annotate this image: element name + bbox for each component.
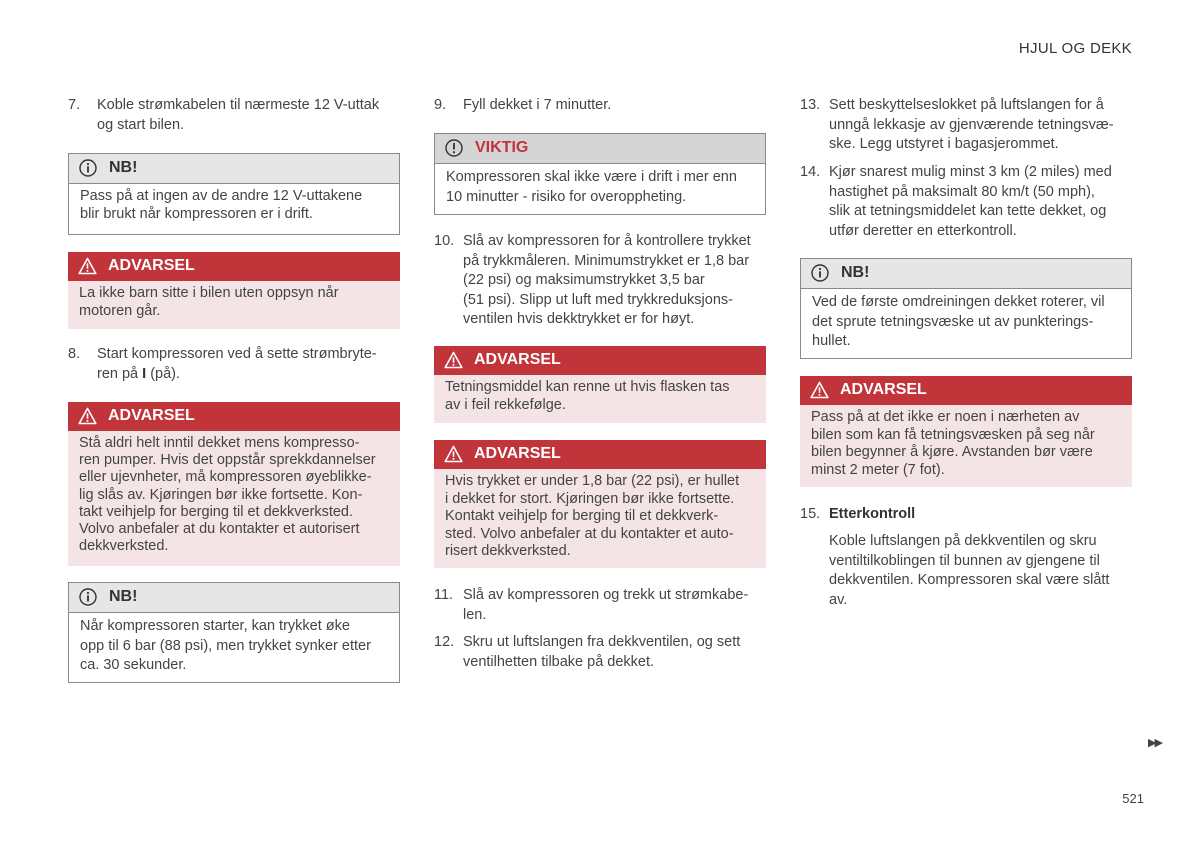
important-label: VIKTIG: [475, 139, 529, 156]
warning-triangle-icon: [78, 407, 97, 425]
step-number: 9.: [434, 97, 447, 113]
exclamation-icon: [445, 139, 463, 157]
warning-header: [800, 376, 1132, 405]
warning-text: Stå aldri helt inntil dekket mens kompresso- ren pumper. Hvis det oppstår sprekkdannelser eller ujevnheter, må kompressoren øyeblikke- lig slås av. Kjøringen bør ikke fortsette. Kon- takt veihjelp for berging til et dekkverksted. Volvo anbefaler at du kontakter et autorisert dekkverksted.: [79, 435, 376, 555]
note-label: NB!: [109, 588, 138, 605]
step-number: 11.: [434, 587, 454, 603]
step-text: Kjør snarest mulig minst 3 km (2 miles) med hastighet på maksimalt 80 km/t (50 mph), slik at tetningsmiddelet kan tette dekket, og utfør deretter en etterkontroll.: [829, 164, 1112, 239]
warning-box: [434, 440, 766, 568]
note-text: Ved de første omdreiningen dekket roterer, vil det sprute tetningsvæske ut av punkterings- hullet.: [812, 294, 1105, 349]
info-icon: [811, 264, 829, 282]
step-text: Koble luftslangen på dekkventilen og skru ventiltilkoblingen til bunnen av gjengene til dekkventilen. Kompressoren skal være slått av.: [829, 533, 1110, 608]
note-label: NB!: [109, 159, 138, 176]
note-box: [68, 582, 400, 683]
page-number: 521: [1122, 791, 1144, 806]
step-text: Slå av kompressoren for å kontrollere trykket på trykkmåleren. Minimumstrykket er 1,8 bar (22 psi) og maksimumstrykket 3,5 bar (51 psi). Slipp ut luft med trykkreduksjons- ventilen hvis dekktrykket er for høyt.: [463, 233, 751, 327]
step-number: 8.: [68, 346, 81, 362]
next-page-arrows-icon: ▶▶: [1148, 737, 1161, 749]
warning-box: [800, 376, 1132, 487]
warning-text: Pass på at det ikke er noen i nærheten av bilen som kan få tetningsvæsken på seg når bilen begynner å kjøre. Avstanden bør være minst 2 meter (7 fot).: [811, 409, 1095, 478]
step-text: Koble strømkabelen til nærmeste 12 V-uttak og start bilen.: [97, 97, 380, 133]
warning-label: ADVARSEL: [840, 381, 927, 398]
warning-text: La ikke barn sitte i bilen uten oppsyn når motoren går.: [79, 285, 339, 319]
switch-position: I: [142, 365, 147, 382]
important-header: [435, 134, 765, 164]
step-number: 14.: [800, 164, 821, 180]
warning-box: [434, 346, 766, 423]
important-box: [434, 133, 766, 215]
note-text: Pass på at ingen av de andre 12 V-uttakene blir brukt når kompressoren er i drift.: [80, 188, 363, 222]
note-header: [801, 259, 1131, 289]
warning-text: Hvis trykket er under 1,8 bar (22 psi), er hullet i dekket for stort. Kjøringen bør ikke fortsette. Kontakt veihjelp for berging til et dekkverk- sted. Volvo anbefaler at du kontakter et auto- risert dekkverksted.: [445, 473, 740, 559]
note-box: [800, 258, 1132, 359]
warning-box: [68, 252, 400, 329]
step-number: 7.: [68, 97, 81, 113]
warning-label: ADVARSEL: [474, 351, 561, 368]
step-text: Start kompressoren ved å sette strømbryte- ren på I (på).: [97, 346, 377, 382]
note-header: [69, 583, 399, 613]
warning-triangle-icon: [810, 381, 829, 399]
step-title: Etterkontroll: [829, 506, 916, 522]
warning-triangle-icon: [78, 257, 97, 275]
warning-label: ADVARSEL: [474, 445, 561, 462]
warning-header: [68, 252, 400, 281]
step-text: Fyll dekket i 7 minutter.: [463, 97, 612, 113]
warning-header: [434, 346, 766, 375]
warning-header: [68, 402, 400, 431]
info-icon: [79, 159, 97, 177]
step-text: Sett beskyttelseslokket på luftslangen for å unngå lekkasje av gjenværende tetningsvæ- ske. Legg utstyret i bagasjerommet.: [829, 97, 1114, 152]
note-text: Når kompressoren starter, kan trykket øke opp til 6 bar (88 psi), men trykket synker etter ca. 30 sekunder.: [80, 618, 371, 673]
important-text: Kompressoren skal ikke være i drift i mer enn 10 minutter - risiko for overoppheting.: [446, 169, 737, 205]
note-label: NB!: [841, 264, 870, 281]
warning-triangle-icon: [444, 445, 463, 463]
step-number: 15.: [800, 506, 821, 522]
note-header: [69, 154, 399, 184]
step-number: 12.: [434, 634, 455, 650]
warning-label: ADVARSEL: [108, 407, 195, 424]
step-number: 13.: [800, 97, 821, 113]
step-text: Slå av kompressoren og trekk ut strømkabe- len.: [463, 587, 749, 623]
section-title: HJUL OG DEKK: [1018, 40, 1132, 57]
step-number: 10.: [434, 233, 455, 249]
note-box: [68, 153, 400, 235]
warning-text: Tetningsmiddel kan renne ut hvis flasken tas av i feil rekkefølge.: [445, 379, 730, 413]
warning-box: [68, 402, 400, 566]
warning-header: [434, 440, 766, 469]
warning-label: ADVARSEL: [108, 257, 195, 274]
step-text: Skru ut luftslangen fra dekkventilen, og sett ventilhetten tilbake på dekket.: [463, 634, 741, 670]
warning-triangle-icon: [444, 351, 463, 369]
info-icon: [79, 588, 97, 606]
